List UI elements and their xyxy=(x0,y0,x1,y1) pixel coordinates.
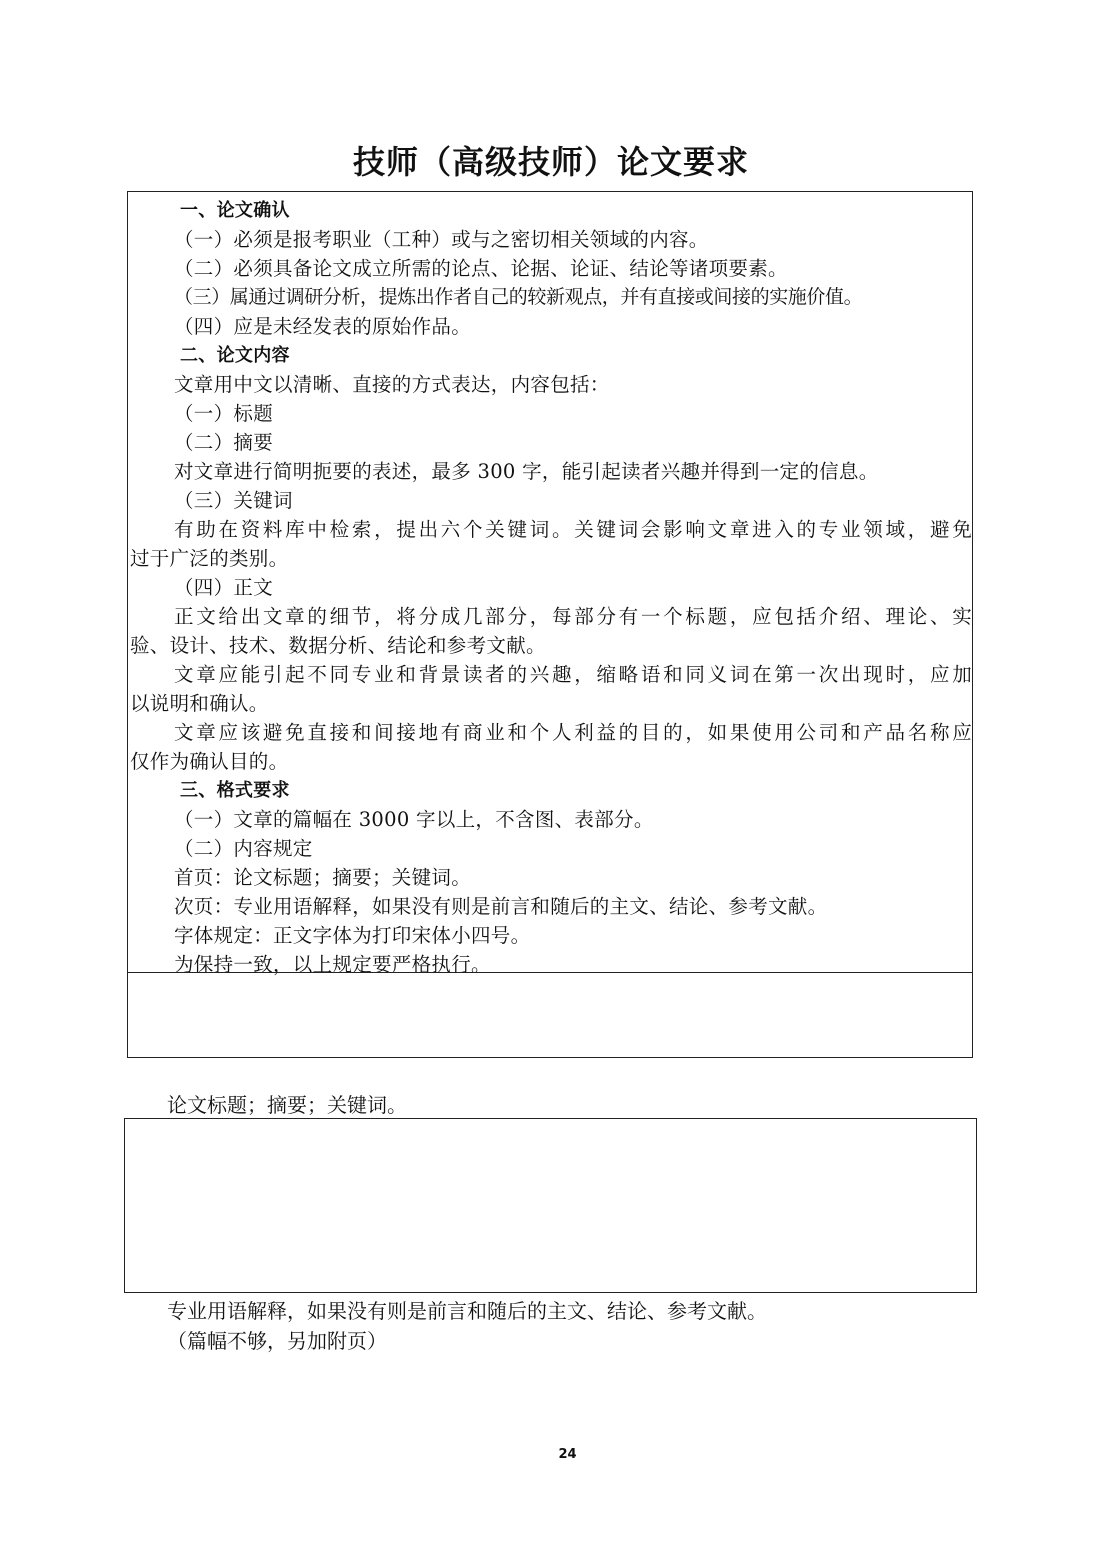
text-line: 对文章进行简明扼要的表述，最多 300 字，能引起读者兴趣并得到一定的信息。 xyxy=(174,460,879,483)
text-line: （三）属通过调研分析，提炼出作者自己的较新观点，并有直接或间接的实施价值。 xyxy=(174,286,863,308)
text-line: 验、设计、技术、数据分析、结论和参考文献。 xyxy=(130,634,546,657)
box-divider xyxy=(128,972,972,973)
text-line: 文章用中文以清晰、直接的方式表达，内容包括： xyxy=(174,373,610,396)
text-line: （一）必须是报考职业（工种）或与之密切相关领域的内容。 xyxy=(174,228,709,251)
text-line: 过于广泛的类别。 xyxy=(130,547,289,570)
text-line: 字体规定：正文字体为打印宋体小四号。 xyxy=(174,924,531,947)
second-page-note: 专业用语解释，如果没有则是前言和随后的主文、结论、参考文献。 xyxy=(167,1299,767,1323)
text-line: 文章应能引起不同专业和背景读者的兴趣，缩略语和同义词在第一次出现时，应加 xyxy=(174,663,972,686)
text-line: （二）内容规定 xyxy=(174,837,313,860)
text-line: （三）关键词 xyxy=(174,489,293,512)
blank-entry-box[interactable] xyxy=(124,1118,977,1293)
text-line: （一）标题 xyxy=(174,402,274,425)
text-line: （二）摘要 xyxy=(174,431,274,454)
extra-pages-note: （篇幅不够，另加附页） xyxy=(167,1329,387,1353)
section-heading: 一、论文确认 xyxy=(180,200,290,221)
text-line: 仅作为确认目的。 xyxy=(130,750,289,773)
text-line: （四）正文 xyxy=(174,576,274,599)
requirements-box xyxy=(127,191,973,1058)
text-line: 正文给出文章的细节，将分成几部分，每部分有一个标题，应包括介绍、理论、实 xyxy=(174,605,972,628)
requirements-content xyxy=(128,196,974,979)
text-line: （四）应是未经发表的原始作品。 xyxy=(174,315,472,338)
page-number: 24 xyxy=(558,1447,577,1462)
page-title: 技师（高级技师）论文要求 xyxy=(352,143,749,181)
text-line: 以说明和确认。 xyxy=(130,692,269,715)
section-heading: 二、论文内容 xyxy=(180,345,290,366)
text-line: 文章应该避免直接和间接地有商业和个人利益的目的，如果使用公司和产品名称应 xyxy=(174,721,972,744)
first-page-note: 论文标题；摘要；关键词。 xyxy=(167,1093,407,1117)
text-line: 有助在资料库中检索，提出六个关键词。关键词会影响文章进入的专业领域，避免 xyxy=(174,518,972,541)
section-heading: 三、格式要求 xyxy=(180,780,290,801)
text-line: （二）必须具备论文成立所需的论点、论据、论证、结论等诸项要素。 xyxy=(174,257,788,280)
text-line: 首页：论文标题；摘要；关键词。 xyxy=(174,866,472,889)
text-line: （一）文章的篇幅在 3000 字以上，不含图、表部分。 xyxy=(174,808,654,831)
text-line: 次页：专业用语解释，如果没有则是前言和随后的主文、结论、参考文献。 xyxy=(174,895,828,918)
second-page-notes xyxy=(167,1296,767,1356)
text-line: 为保持一致，以上规定要严格执行。 xyxy=(174,953,491,976)
